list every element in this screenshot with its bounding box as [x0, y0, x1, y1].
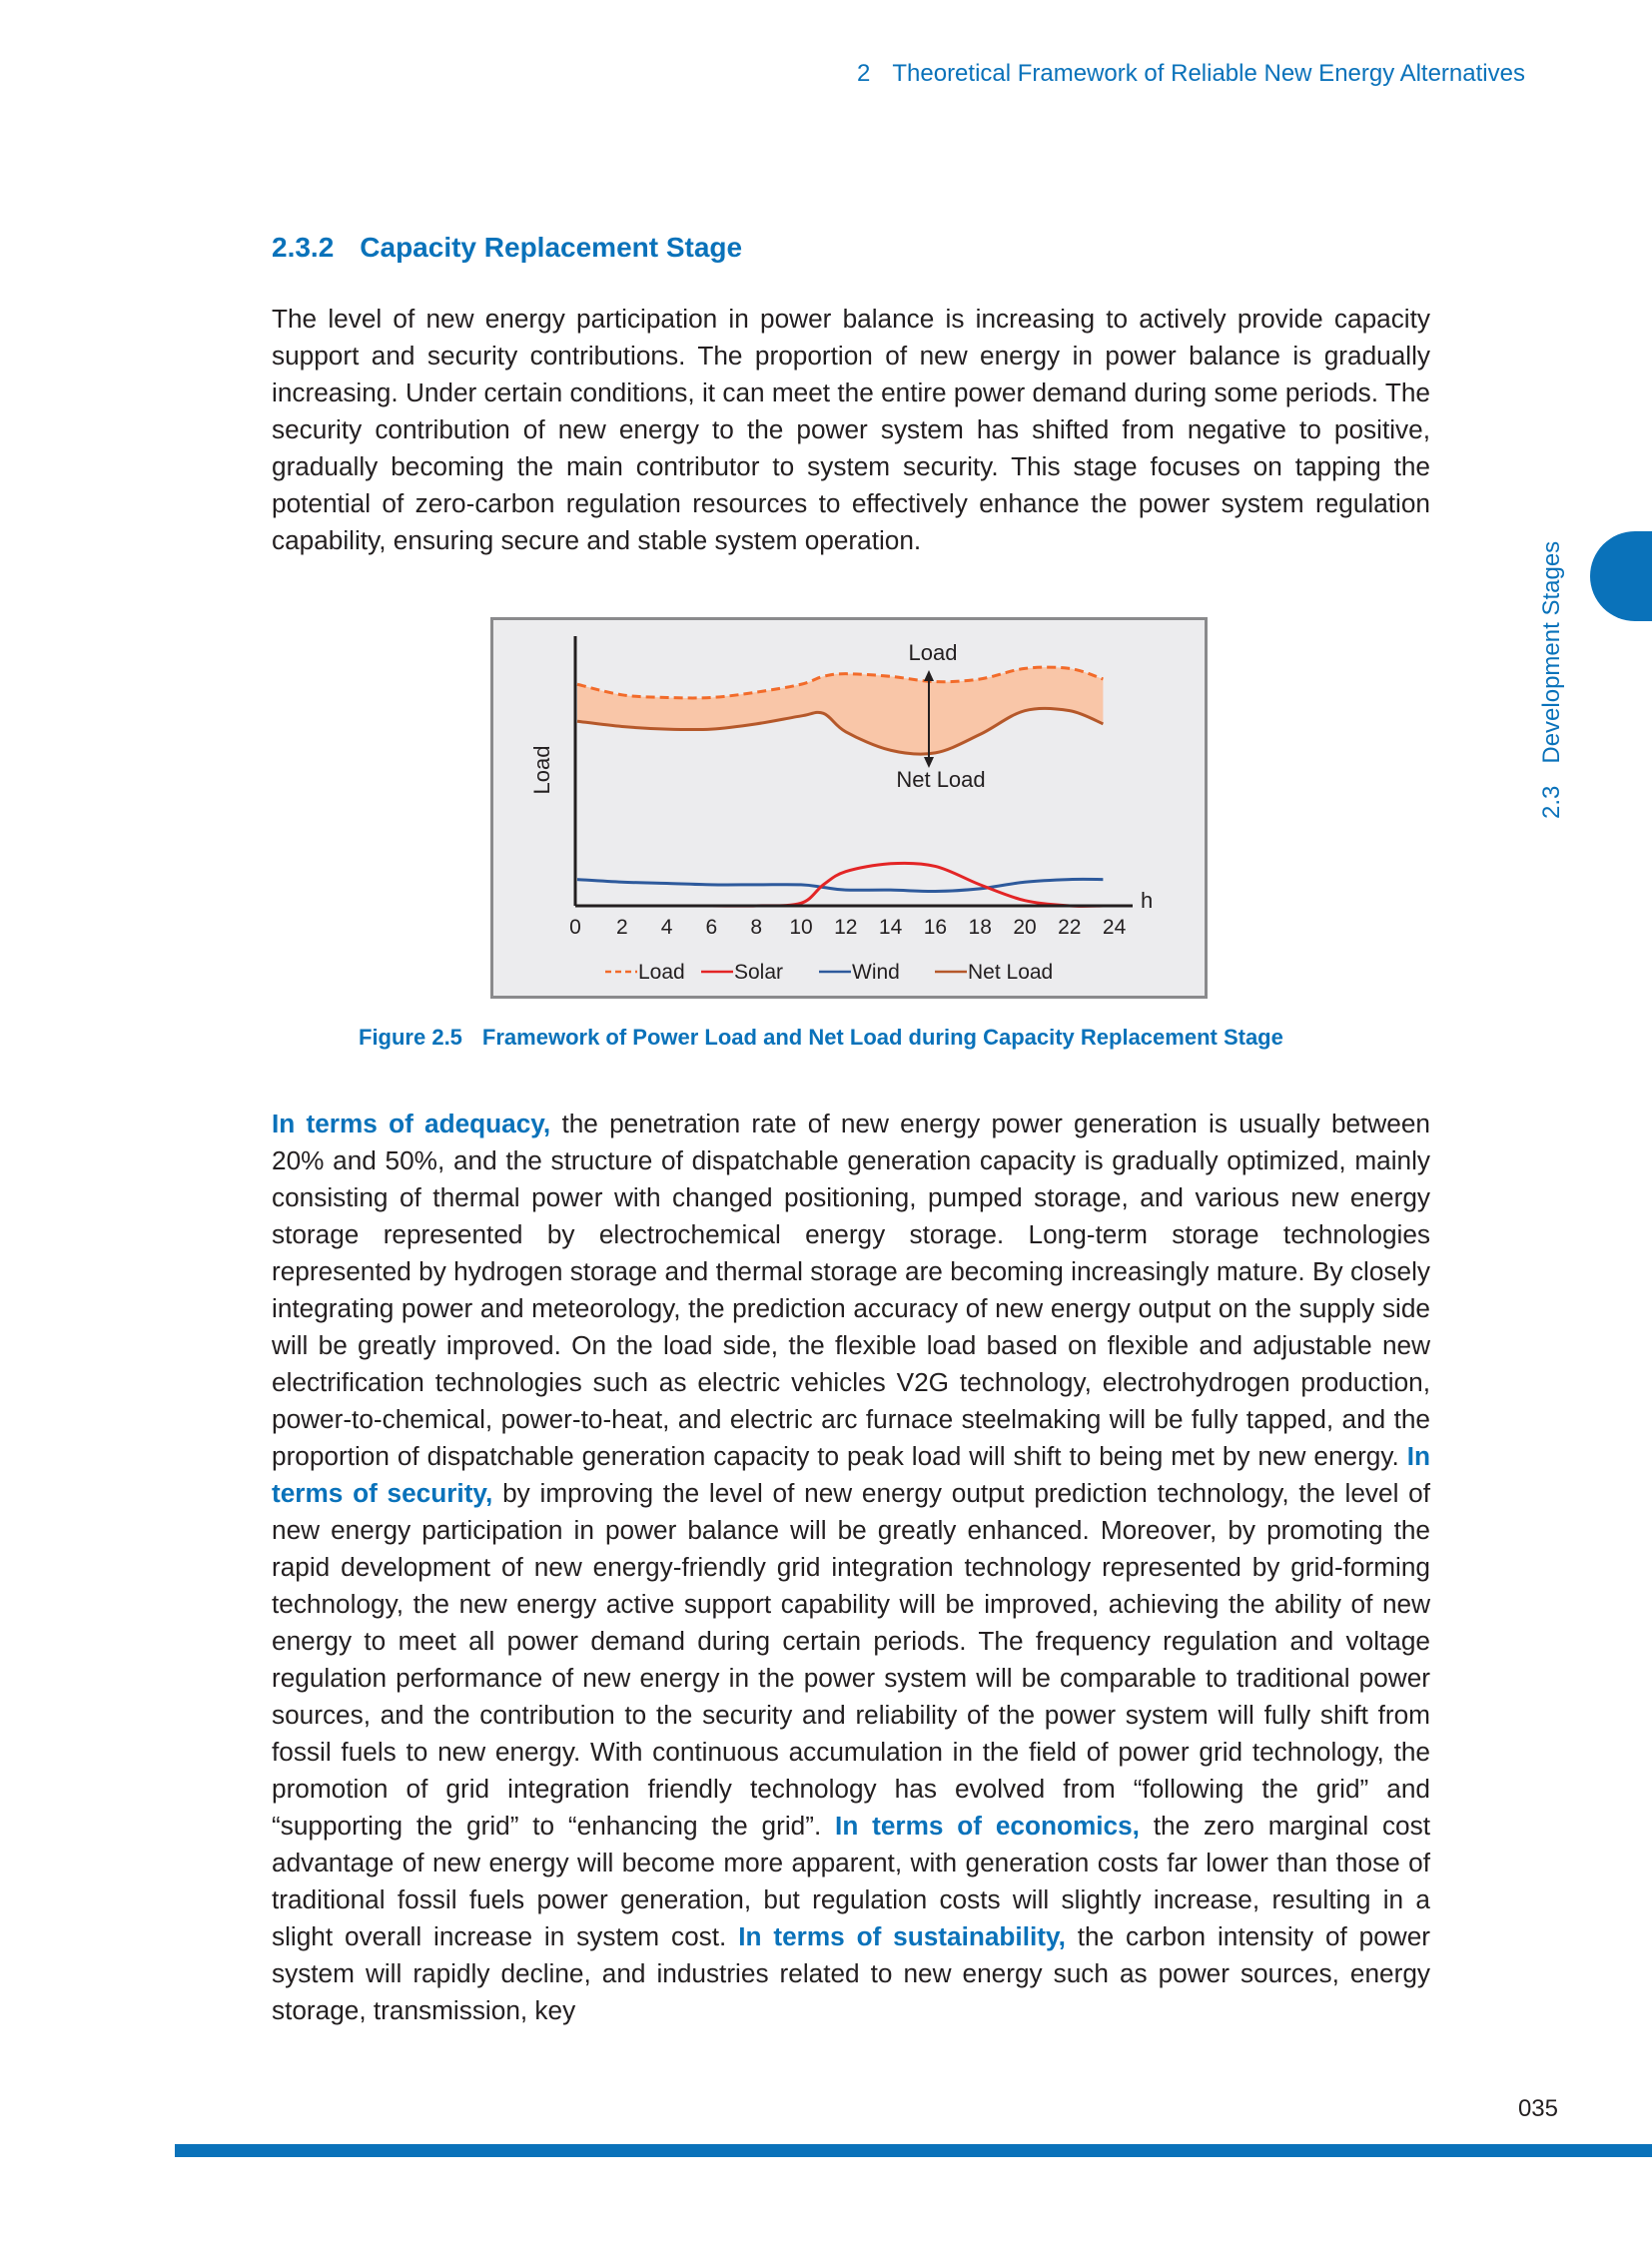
footer-bar — [175, 2144, 1652, 2157]
svg-text:18: 18 — [968, 916, 992, 939]
svg-text:0: 0 — [569, 916, 581, 939]
x-tick-labels — [569, 916, 1126, 939]
svg-text:10: 10 — [789, 916, 813, 939]
svg-text:2: 2 — [615, 916, 628, 939]
figure-chart — [490, 617, 1208, 999]
svg-text:22: 22 — [1058, 916, 1082, 939]
figure-caption-text: Framework of Power Load and Net Load during Capacity Replacement Stage — [481, 1025, 1283, 1050]
main-paragraph — [272, 1106, 1430, 2029]
intro-paragraph: The level of new energy participation in power balance is increasing to actively provide capacity support and security contributions. The proportion of new energy in power balance is gradually increasing. Under certain conditions, it can meet the entire power demand during some periods. The security contribution of new energy to the power system has shifted from negative to positive, gradually becoming the main contributor to system security. This stage focuses on tapping the potential of zero-carbon regulation resources to effectively enhance the power system regulation capability, ensuring secure and stable system operation. — [272, 304, 1430, 555]
svg-text:16: 16 — [923, 916, 948, 939]
section-heading — [272, 232, 742, 264]
svg-text:12: 12 — [834, 916, 858, 939]
sustainability-text: the carbon intensity of power system will rapidly decline, and industries related to new energy such as power sources, energy storage, transmission, key — [272, 1921, 1430, 2025]
svg-text:4: 4 — [660, 916, 673, 939]
figure-caption — [359, 1025, 1283, 1051]
side-tab — [1532, 519, 1572, 819]
legend-label: Load — [638, 961, 685, 984]
chart-legend — [605, 961, 1053, 984]
legend-label: Wind — [852, 961, 900, 984]
x-axis-label: h — [1141, 888, 1154, 913]
economics-text: the zero marginal cost advantage of new energy will become more apparent, with generation costs far lower than those of traditional fossil fuels power generation, but regulation costs will slightly increase, resulting in a slight overall increase in system cost. — [272, 1811, 1430, 1951]
section-title: Capacity Replacement Stage — [360, 232, 743, 263]
side-tab-number: 2.3 — [1538, 785, 1565, 819]
svg-text:14: 14 — [878, 916, 903, 939]
running-head — [857, 60, 1556, 88]
side-tab-title: Development Stages — [1538, 540, 1565, 764]
chapter-number: 2 — [857, 60, 871, 87]
y-axis-label: Load — [529, 745, 554, 795]
legend-label: Net Load — [968, 961, 1054, 984]
chapter-tab-marker — [1590, 531, 1652, 621]
section-number: 2.3.2 — [272, 232, 335, 263]
sustainability-lead: In terms of sustainability, — [738, 1921, 1066, 1951]
adequacy-lead: In terms of adequacy, — [272, 1109, 551, 1138]
svg-text:8: 8 — [750, 916, 763, 939]
svg-text:6: 6 — [705, 916, 718, 939]
annotation-net-load: Net Load — [896, 767, 986, 792]
svg-text:20: 20 — [1013, 916, 1037, 939]
page-number: 035 — [1517, 2095, 1558, 2122]
series-wind — [577, 879, 1103, 891]
security-text: by improving the level of new energy output prediction technology, the level of new energy participation in power balance will be greatly enhanced. Moreover, by promoting the rapid development of new energy-friendly grid integration technology represented by grid-forming technology, the new energy active support capability will be improved, achieving the ability of new energy to meet all power demand during certain periods. The frequency regulation and voltage regulation performance of new energy in the power system will be comparable to traditional power sources, and the contribution to the security and reliability of the power system will fully shift from fossil fuels to new energy. With continuous accumulation in the field of power grid technology, the promotion of grid integration friendly technology has evolved from “following the grid” and “supporting the grid” to “enhancing the grid”. — [272, 1478, 1430, 1841]
series-solar — [577, 863, 1103, 906]
svg-text:24: 24 — [1102, 916, 1127, 939]
figure-number: Figure 2.5 — [359, 1025, 462, 1050]
side-tab-label — [1532, 541, 1572, 819]
load-chart — [493, 620, 1205, 996]
economics-lead: In terms of economics, — [835, 1811, 1140, 1841]
annotation-load: Load — [908, 640, 958, 665]
adequacy-text: the penetration rate of new energy power generation is usually between 20% and 50%, and the structure of dispatchable generation capacity is gradually optimized, mainly consisting of thermal power with changed positioning, pumped storage, and various new energy storage represented by electrochemical energy storage. Long-term storage technologies represented by hydrogen storage and thermal storage are becoming increasingly mature. By closely integrating power and meteorology, the prediction accuracy of new energy output on the supply side will be greatly improved. On the load side, the flexible load based on flexible and adjustable new electrification technologies such as electric vehicles V2G technology, electrohydrogen production, power-to-chemical, power-to-heat, and electric arc furnace steelmaking will be fully tapped, and the proportion of dispatchable generation capacity to peak load will shift to being met by new energy. — [272, 1109, 1430, 1471]
security-lead: In terms of security, — [272, 1441, 1430, 1508]
chapter-title: Theoretical Framework of Reliable New Energy Alternatives — [892, 60, 1525, 87]
legend-label: Solar — [734, 961, 784, 984]
